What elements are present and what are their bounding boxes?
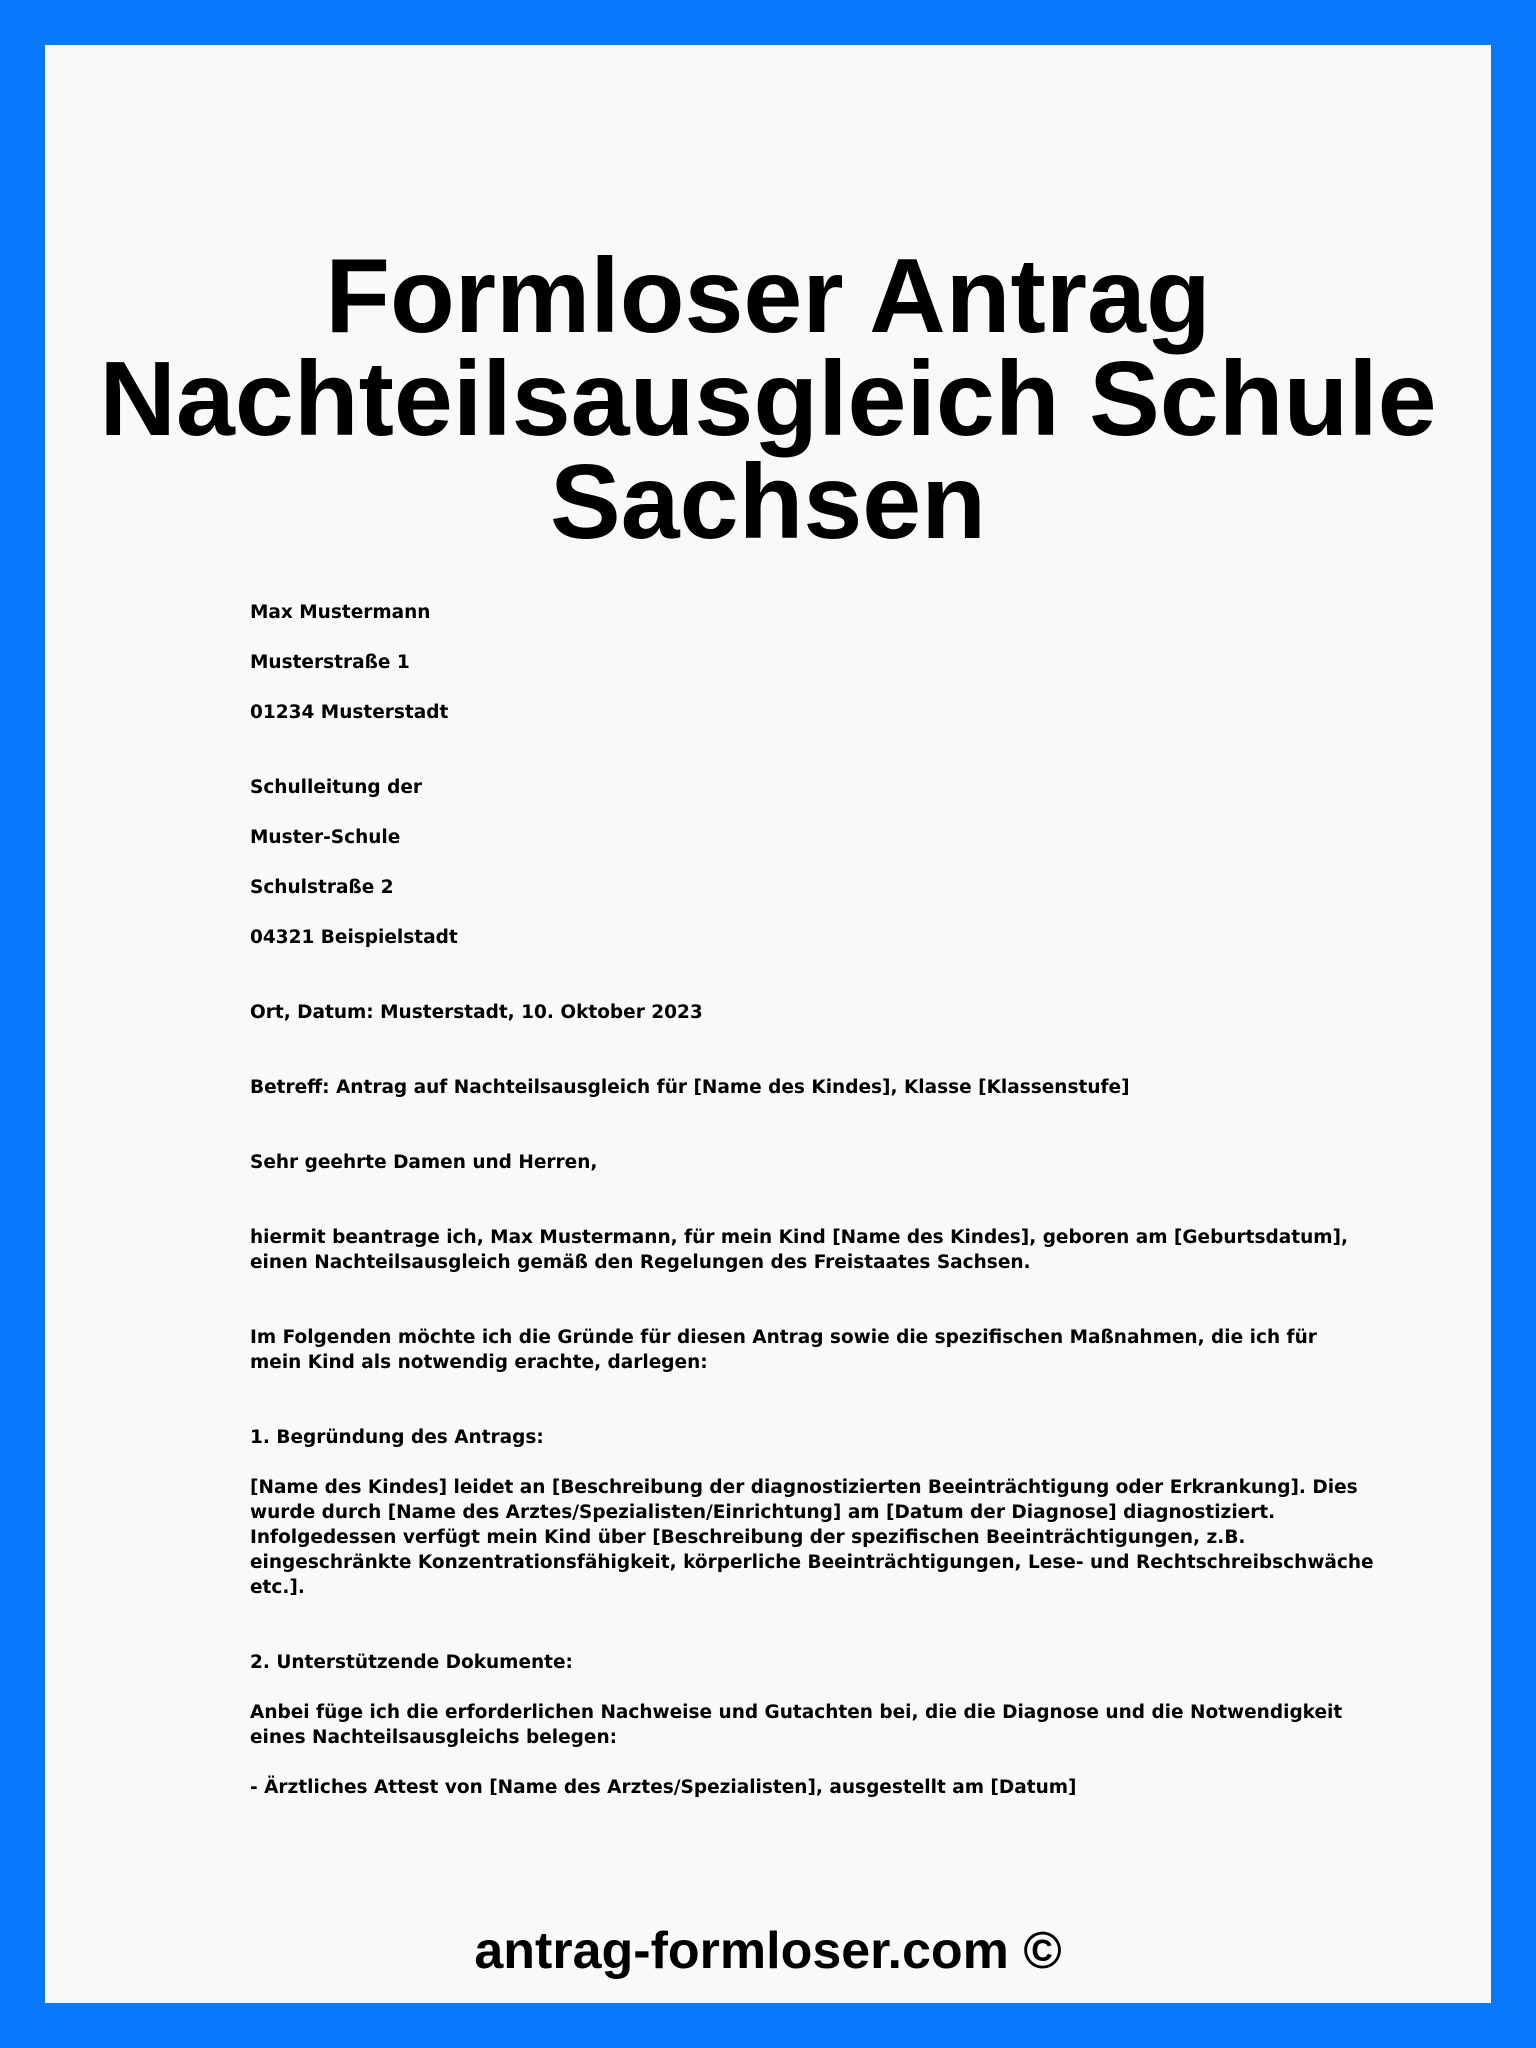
recipient-street: Schulstraße 2 — [250, 877, 394, 898]
section-2-list-item: - Ärztliches Attest von [Name des Arztes/Spezialisten], ausgestellt am [Datum] — [250, 1777, 1077, 1798]
title-line-2: Nachteilsausgleich Schule — [99, 340, 1437, 458]
section-1-line-5: etc.]. — [250, 1577, 305, 1598]
document-page — [45, 45, 1491, 2003]
recipient-city: 04321 Beispielstadt — [250, 927, 458, 948]
intro-line-1: hiermit beantrage ich, Max Mustermann, für mein Kind [Name des Kindes], geboren am [Geburtsdatum], — [250, 1227, 1348, 1248]
sender-name: Max Mustermann — [250, 602, 431, 623]
recipient-line-2: Muster-Schule — [250, 827, 401, 848]
section-1-line-3: Infolgedessen verfügt mein Kind über [Beschreibung der spezifischen Beeinträchtigungen, z.B. — [250, 1527, 1246, 1548]
footer-site-credit: antrag-formloser.com © — [474, 1922, 1062, 1980]
section-2-line-2: eines Nachteilsausgleichs belegen: — [250, 1727, 618, 1748]
sender-city: 01234 Musterstadt — [250, 702, 449, 723]
section-2-heading: 2. Unterstützende Dokumente: — [250, 1652, 573, 1673]
title-line-3: Sachsen — [549, 443, 986, 561]
reasons-intro-line-1: Im Folgenden möchte ich die Gründe für diesen Antrag sowie die spezifischen Maßnahmen, die ich für — [250, 1327, 1317, 1348]
place-date: Ort, Datum: Musterstadt, 10. Oktober 2023 — [250, 1002, 703, 1023]
section-1-line-2: wurde durch [Name des Arztes/Spezialisten/Einrichtung] am [Datum der Diagnose] diagnostiziert. — [250, 1502, 1276, 1523]
subject-line: Betreff: Antrag auf Nachteilsausgleich für [Name des Kindes], Klasse [Klassenstufe] — [250, 1077, 1130, 1098]
title-line-1: Formloser Antrag — [325, 237, 1211, 355]
salutation: Sehr geehrte Damen und Herren, — [250, 1152, 598, 1173]
reasons-intro-line-2: mein Kind als notwendig erachte, darlegen: — [250, 1352, 708, 1373]
intro-line-2: einen Nachteilsausgleich gemäß den Regelungen des Freistaates Sachsen. — [250, 1252, 1031, 1273]
section-1-heading: 1. Begründung des Antrags: — [250, 1427, 544, 1448]
document-title — [45, 237, 1491, 561]
recipient-line-1: Schulleitung der — [250, 777, 422, 798]
section-1-line-1: [Name des Kindes] leidet an [Beschreibung der diagnostizierten Beeinträchtigung oder Erkrankung]. Dies — [250, 1477, 1358, 1498]
section-2-line-1: Anbei füge ich die erforderlichen Nachweise und Gutachten bei, die die Diagnose und die Notwendigkeit — [250, 1702, 1343, 1723]
sender-street: Musterstraße 1 — [250, 652, 410, 673]
section-1-line-4: eingeschränkte Konzentrationsfähigkeit, körperliche Beeinträchtigungen, Lese- und Rechtschreibschwäche — [250, 1552, 1374, 1573]
